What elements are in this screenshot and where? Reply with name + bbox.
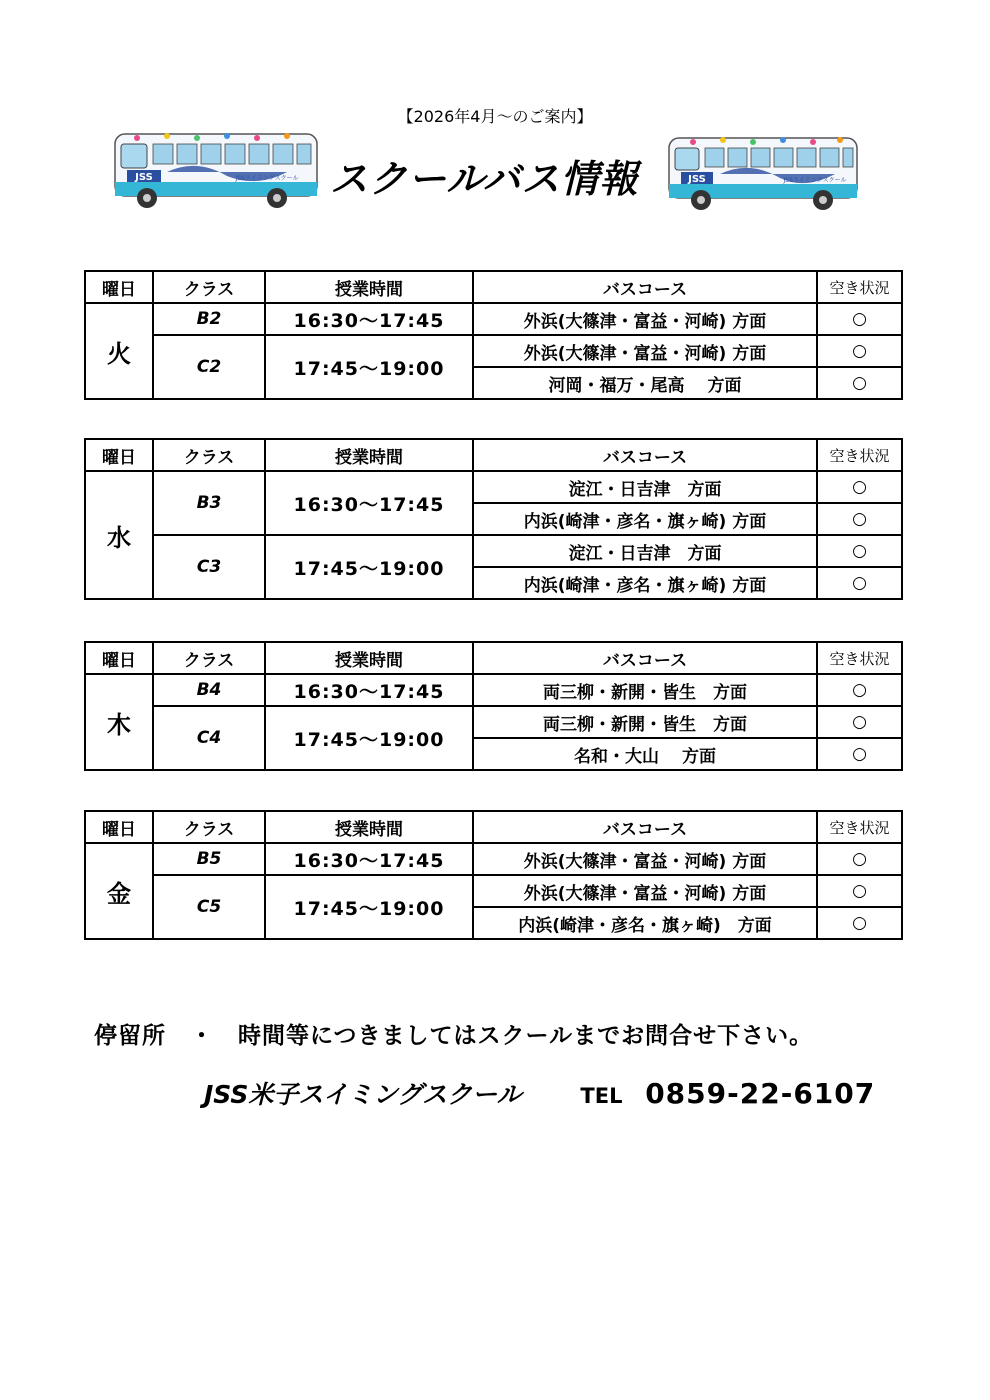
status-cell: ○ — [817, 367, 902, 399]
phone-number[interactable]: 0859-22-6107 — [645, 1077, 876, 1110]
col-day: 曜日 — [85, 642, 153, 674]
col-status: 空き状況 — [817, 439, 902, 471]
col-class: クラス — [153, 439, 265, 471]
course-cell: 両三柳・新開・皆生 方面 — [473, 706, 817, 738]
col-class: クラス — [153, 642, 265, 674]
course-cell: 内浜(崎津・彦名・旗ヶ崎) 方面 — [473, 503, 817, 535]
table-row — [85, 706, 902, 738]
status-cell: ○ — [817, 706, 902, 738]
bus-brand-left: JSS — [135, 172, 153, 183]
bus-side-right: JSSスイミングスクール — [783, 177, 847, 184]
class-cell: B4 — [153, 674, 265, 706]
contact-note: 停留所 ・ 時間等につきましてはスクールまでお問合せ下さい。 — [94, 1023, 814, 1049]
class-cell: B3 — [153, 471, 265, 535]
course-cell: 淀江・日吉津 方面 — [473, 535, 817, 567]
time-cell: 17:45～19:00 — [265, 535, 473, 599]
course-cell: 淀江・日吉津 方面 — [473, 471, 817, 503]
schedule-table-thursday — [84, 641, 903, 771]
bus-brand-right: JSS — [688, 174, 706, 185]
school-name: JSS米子スイミングスクール — [204, 1080, 522, 1109]
table-header-row — [85, 811, 902, 843]
schedule-table-tuesday — [84, 270, 903, 400]
time-cell: 16:30～17:45 — [265, 843, 473, 875]
day-cell: 水 — [85, 471, 153, 599]
table-header-row — [85, 439, 902, 471]
col-status: 空き状況 — [817, 811, 902, 843]
course-cell: 外浜(大篠津・富益・河崎) 方面 — [473, 303, 817, 335]
table-header-row — [85, 271, 902, 303]
col-time: 授業時間 — [265, 642, 473, 674]
time-cell: 17:45～19:00 — [265, 875, 473, 939]
time-cell: 16:30～17:45 — [265, 303, 473, 335]
bus-illustration-left — [107, 128, 322, 213]
table-row — [85, 674, 902, 706]
col-course: バスコース — [473, 811, 817, 843]
col-course: バスコース — [473, 439, 817, 471]
subtitle: 【2026年4月～のご案内】 — [397, 107, 593, 126]
contact-line — [204, 1075, 875, 1111]
day-cell: 木 — [85, 674, 153, 770]
class-cell: C2 — [153, 335, 265, 399]
course-cell: 内浜(崎津・彦名・旗ヶ崎) 方面 — [473, 907, 817, 939]
day-cell: 金 — [85, 843, 153, 939]
col-time: 授業時間 — [265, 271, 473, 303]
course-cell: 外浜(大篠津・富益・河崎) 方面 — [473, 843, 817, 875]
status-cell: ○ — [817, 875, 902, 907]
table-row — [85, 303, 902, 335]
status-cell: ○ — [817, 535, 902, 567]
table-row — [85, 843, 902, 875]
schedule-table-friday — [84, 810, 903, 940]
class-cell: C3 — [153, 535, 265, 599]
col-class: クラス — [153, 811, 265, 843]
time-cell: 16:30～17:45 — [265, 471, 473, 535]
status-cell: ○ — [817, 503, 902, 535]
col-status: 空き状況 — [817, 642, 902, 674]
status-cell: ○ — [817, 335, 902, 367]
table-row — [85, 471, 902, 503]
class-cell: B2 — [153, 303, 265, 335]
col-day: 曜日 — [85, 811, 153, 843]
class-cell: C5 — [153, 875, 265, 939]
table-row — [85, 875, 902, 907]
col-time: 授業時間 — [265, 811, 473, 843]
course-cell: 河岡・福万・尾高 方面 — [473, 367, 817, 399]
col-day: 曜日 — [85, 439, 153, 471]
status-cell: ○ — [817, 738, 902, 770]
time-cell: 16:30～17:45 — [265, 674, 473, 706]
day-cell: 火 — [85, 303, 153, 399]
col-course: バスコース — [473, 271, 817, 303]
tel-label: TEL — [580, 1084, 623, 1108]
col-day: 曜日 — [85, 271, 153, 303]
course-cell: 内浜(崎津・彦名・旗ヶ崎) 方面 — [473, 567, 817, 599]
page-title: スクールバス情報 — [330, 157, 639, 201]
class-cell: B5 — [153, 843, 265, 875]
col-course: バスコース — [473, 642, 817, 674]
course-cell: 名和・大山 方面 — [473, 738, 817, 770]
col-class: クラス — [153, 271, 265, 303]
table-row — [85, 535, 902, 567]
status-cell: ○ — [817, 674, 902, 706]
bus-illustration-right — [665, 132, 865, 214]
status-cell: ○ — [817, 567, 902, 599]
status-cell: ○ — [817, 907, 902, 939]
schedule-table-wednesday — [84, 438, 903, 600]
col-time: 授業時間 — [265, 439, 473, 471]
table-row — [85, 335, 902, 367]
bus-side-left: JSSスイミングスクール — [235, 175, 299, 182]
status-cell: ○ — [817, 471, 902, 503]
status-cell: ○ — [817, 843, 902, 875]
table-header-row — [85, 642, 902, 674]
status-cell: ○ — [817, 303, 902, 335]
time-cell: 17:45～19:00 — [265, 335, 473, 399]
course-cell: 両三柳・新開・皆生 方面 — [473, 674, 817, 706]
class-cell: C4 — [153, 706, 265, 770]
course-cell: 外浜(大篠津・富益・河崎) 方面 — [473, 335, 817, 367]
course-cell: 外浜(大篠津・富益・河崎) 方面 — [473, 875, 817, 907]
col-status: 空き状況 — [817, 271, 902, 303]
time-cell: 17:45～19:00 — [265, 706, 473, 770]
